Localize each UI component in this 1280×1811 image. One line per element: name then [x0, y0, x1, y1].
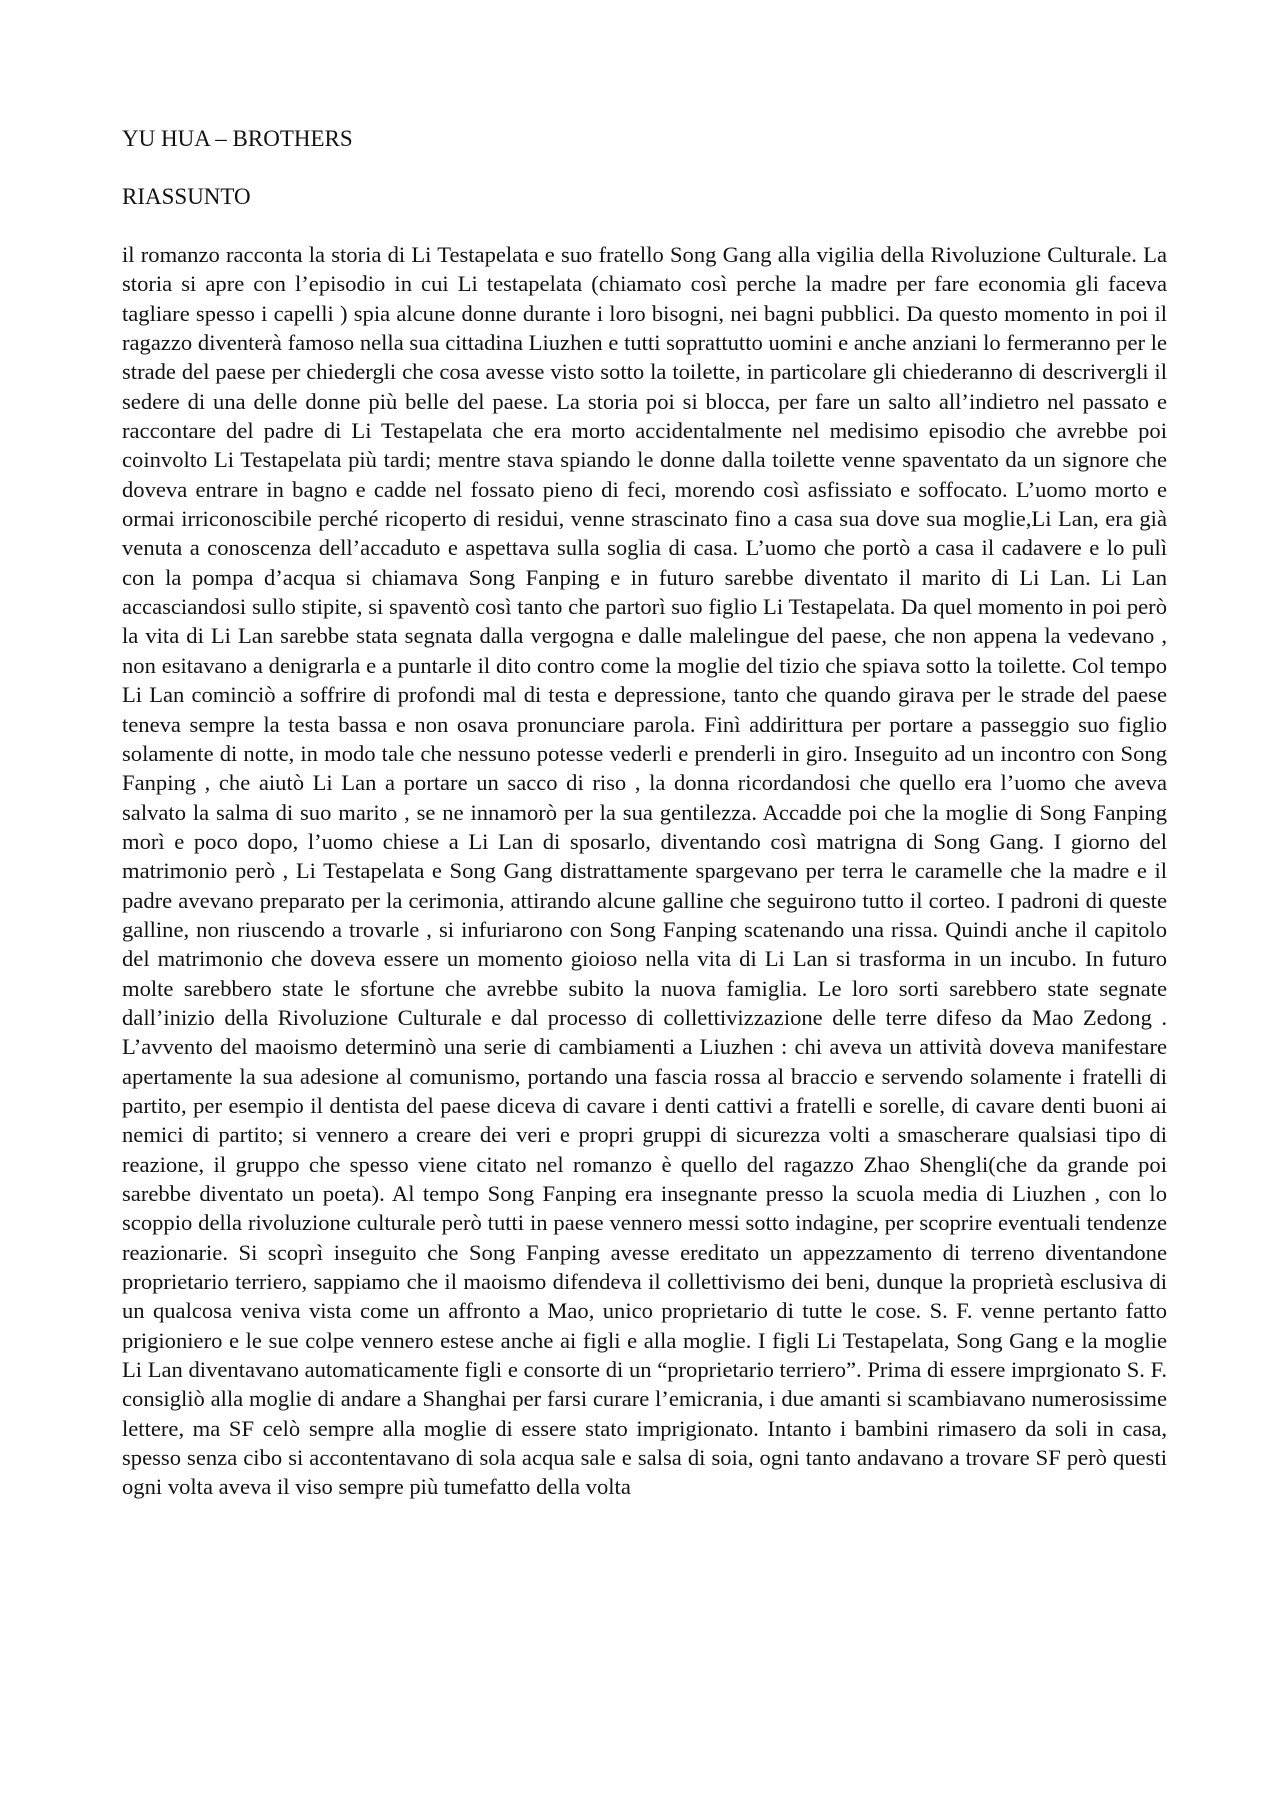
body-paragraph: il romanzo racconta la storia di Li Testapelata e suo fratello Song Gang alla vigilia della Rivoluzione Culturale. La storia si apre con l’episodio in cui Li testapelata (chiamato così perche la madre per fare economia gli faceva tagliare spesso i capelli ) spia alcune donne durante i loro bisogni, nei bagni pubblici. Da questo momento in poi il ragazzo diventerà famoso nella sua cittadina Liuzhen e tutti soprattutto uomini e anche anziani lo fermeranno per le strade del paese per chiedergli che cosa avesse visto sotto la toilette, in particolare gli chiederanno di descrivergli il sedere di una delle donne più belle del paese. La storia poi si blocca, per fare un salto all’indietro nel passato e raccontare del padre di Li Testapelata che era morto accidentalmente nel medisimo episodio che avrebbe poi coinvolto Li Testapelata più tardi; mentre stava spiando le donne dalla toilette venne spaventato da un signore che doveva entrare in bagno e cadde nel fossato pieno di feci, morendo così asfissiato e soffocato. L’uomo morto e ormai irriconoscibile perché ricoperto di residui, venne strascinato fino a casa sua dove sua moglie,Li Lan, era già venuta a conoscenza dell’accaduto e aspettava sulla soglia di casa. L’uomo che portò a casa il cadavere e lo pulì con la pompa d’acqua si chiamava Song Fanping e in futuro sarebbe diventato il marito di Li Lan. Li Lan accasciandosi sullo stipite, si spaventò così tanto che partorì suo figlio Li Testapelata. Da quel momento in poi però la vita di Li Lan sarebbe stata segnata dalla vergogna e dalle malelingue del paese, che non appena la vedevano , non esitavano a denigrarla e a puntarle il dito contro come la moglie del tizio che spiava sotto la toilette. Col tempo Li Lan cominciò a soffrire di profondi mal di testa e depressione, tanto che quando girava per le strade del paese teneva sempre la testa bassa e non osava pronunciare parola. Finì addirittura per portare a passeggio suo figlio solamente di notte, in modo tale che nessuno potesse vederli e prenderli in giro. Inseguito ad un incontro con Song Fanping , che aiutò Li Lan a portare un sacco di riso , la donna ricordandosi che quello era l’uomo che aveva salvato la salma di suo marito , se ne innamorò per la sua gentilezza. Accadde poi che la moglie di Song Fanping morì e poco dopo, l’uomo chiese a Li Lan di sposarlo, diventando così matrigna di Song Gang. I giorno del matrimonio però , Li Testapelata e Song Gang distrattamente spargevano per terra le caramelle che la madre e il padre avevano preparato per la cerimonia, attirando alcune galline che seguirono tutto il corteo. I padroni di queste galline, non riuscendo a trovarle , si infuriarono con Song Fanping scatenando una rissa. Quindi anche il capitolo del matrimonio che doveva essere un momento gioioso nella vita di Li Lan si trasforma in un incubo. In futuro molte sarebbero state le sfortune che avrebbe subito la nuova famiglia. Le loro sorti sarebbero state segnate dall’inizio della Rivoluzione Culturale e dal processo di collettivizzazione delle terre difeso da Mao Zedong . L’avvento del maoismo determinò una serie di cambiamenti a Liuzhen : chi aveva un attività doveva manifestare apertamente la sua adesione al comunismo, portando una fascia rossa al braccio e servendo solamente i fratelli di partito, per esempio il dentista del paese diceva di cavare i denti cattivi a fratelli e sorelle, di cavare denti buoni ai nemici di partito; si vennero a creare dei veri e propri gruppi di sicurezza volti a smascherare qualsiasi tipo di reazione, il gruppo che spesso viene citato nel romanzo è quello del ragazzo Zhao Shengli(che da grande poi sarebbe diventato un poeta). Al tempo Song Fanping era insegnante presso la scuola media di Liuzhen , con lo scoppio della rivoluzione culturale però tutti in paese vennero messi sotto indagine, per scoprire eventuali tendenze reazionarie. Si scoprì inseguito che Song Fanping avesse ereditato un appezzamento di terreno diventandone proprietario terriero, sappiamo che il maoismo difendeva il collettivismo dei beni, dunque la proprietà esclusiva di un qualcosa veniva vista come un affronto a Mao, unico proprietario di tutte le cose. S. F. venne pertanto fatto prigioniero e le sue colpe vennero estese anche ai figli e alla moglie. I figli Li Testapelata, Song Gang e la moglie Li Lan diventavano automaticamente figli e consorte di un “proprietario terriero”. Prima di essere imprgionato S. F. consigliò alla moglie di andare a Shanghai per farsi curare l’emicrania, i due amanti si scambiavano numerosissime lettere, ma SF celò sempre alla moglie di essere stato imprigionato. Intanto i bambini rimasero da soli in casa, spesso senza cibo si accontentavano di sola acqua sale e salsa di soia, ogni tanto andavano a trovare SF però questi ogni volta aveva il viso sempre più tumefatto della volta: [122, 242, 1167, 1500]
document-content: [122, 120, 1167, 1524]
document-title: YU HUA – BROTHERS: [122, 126, 353, 151]
section-heading: RIASSUNTO: [122, 184, 251, 209]
